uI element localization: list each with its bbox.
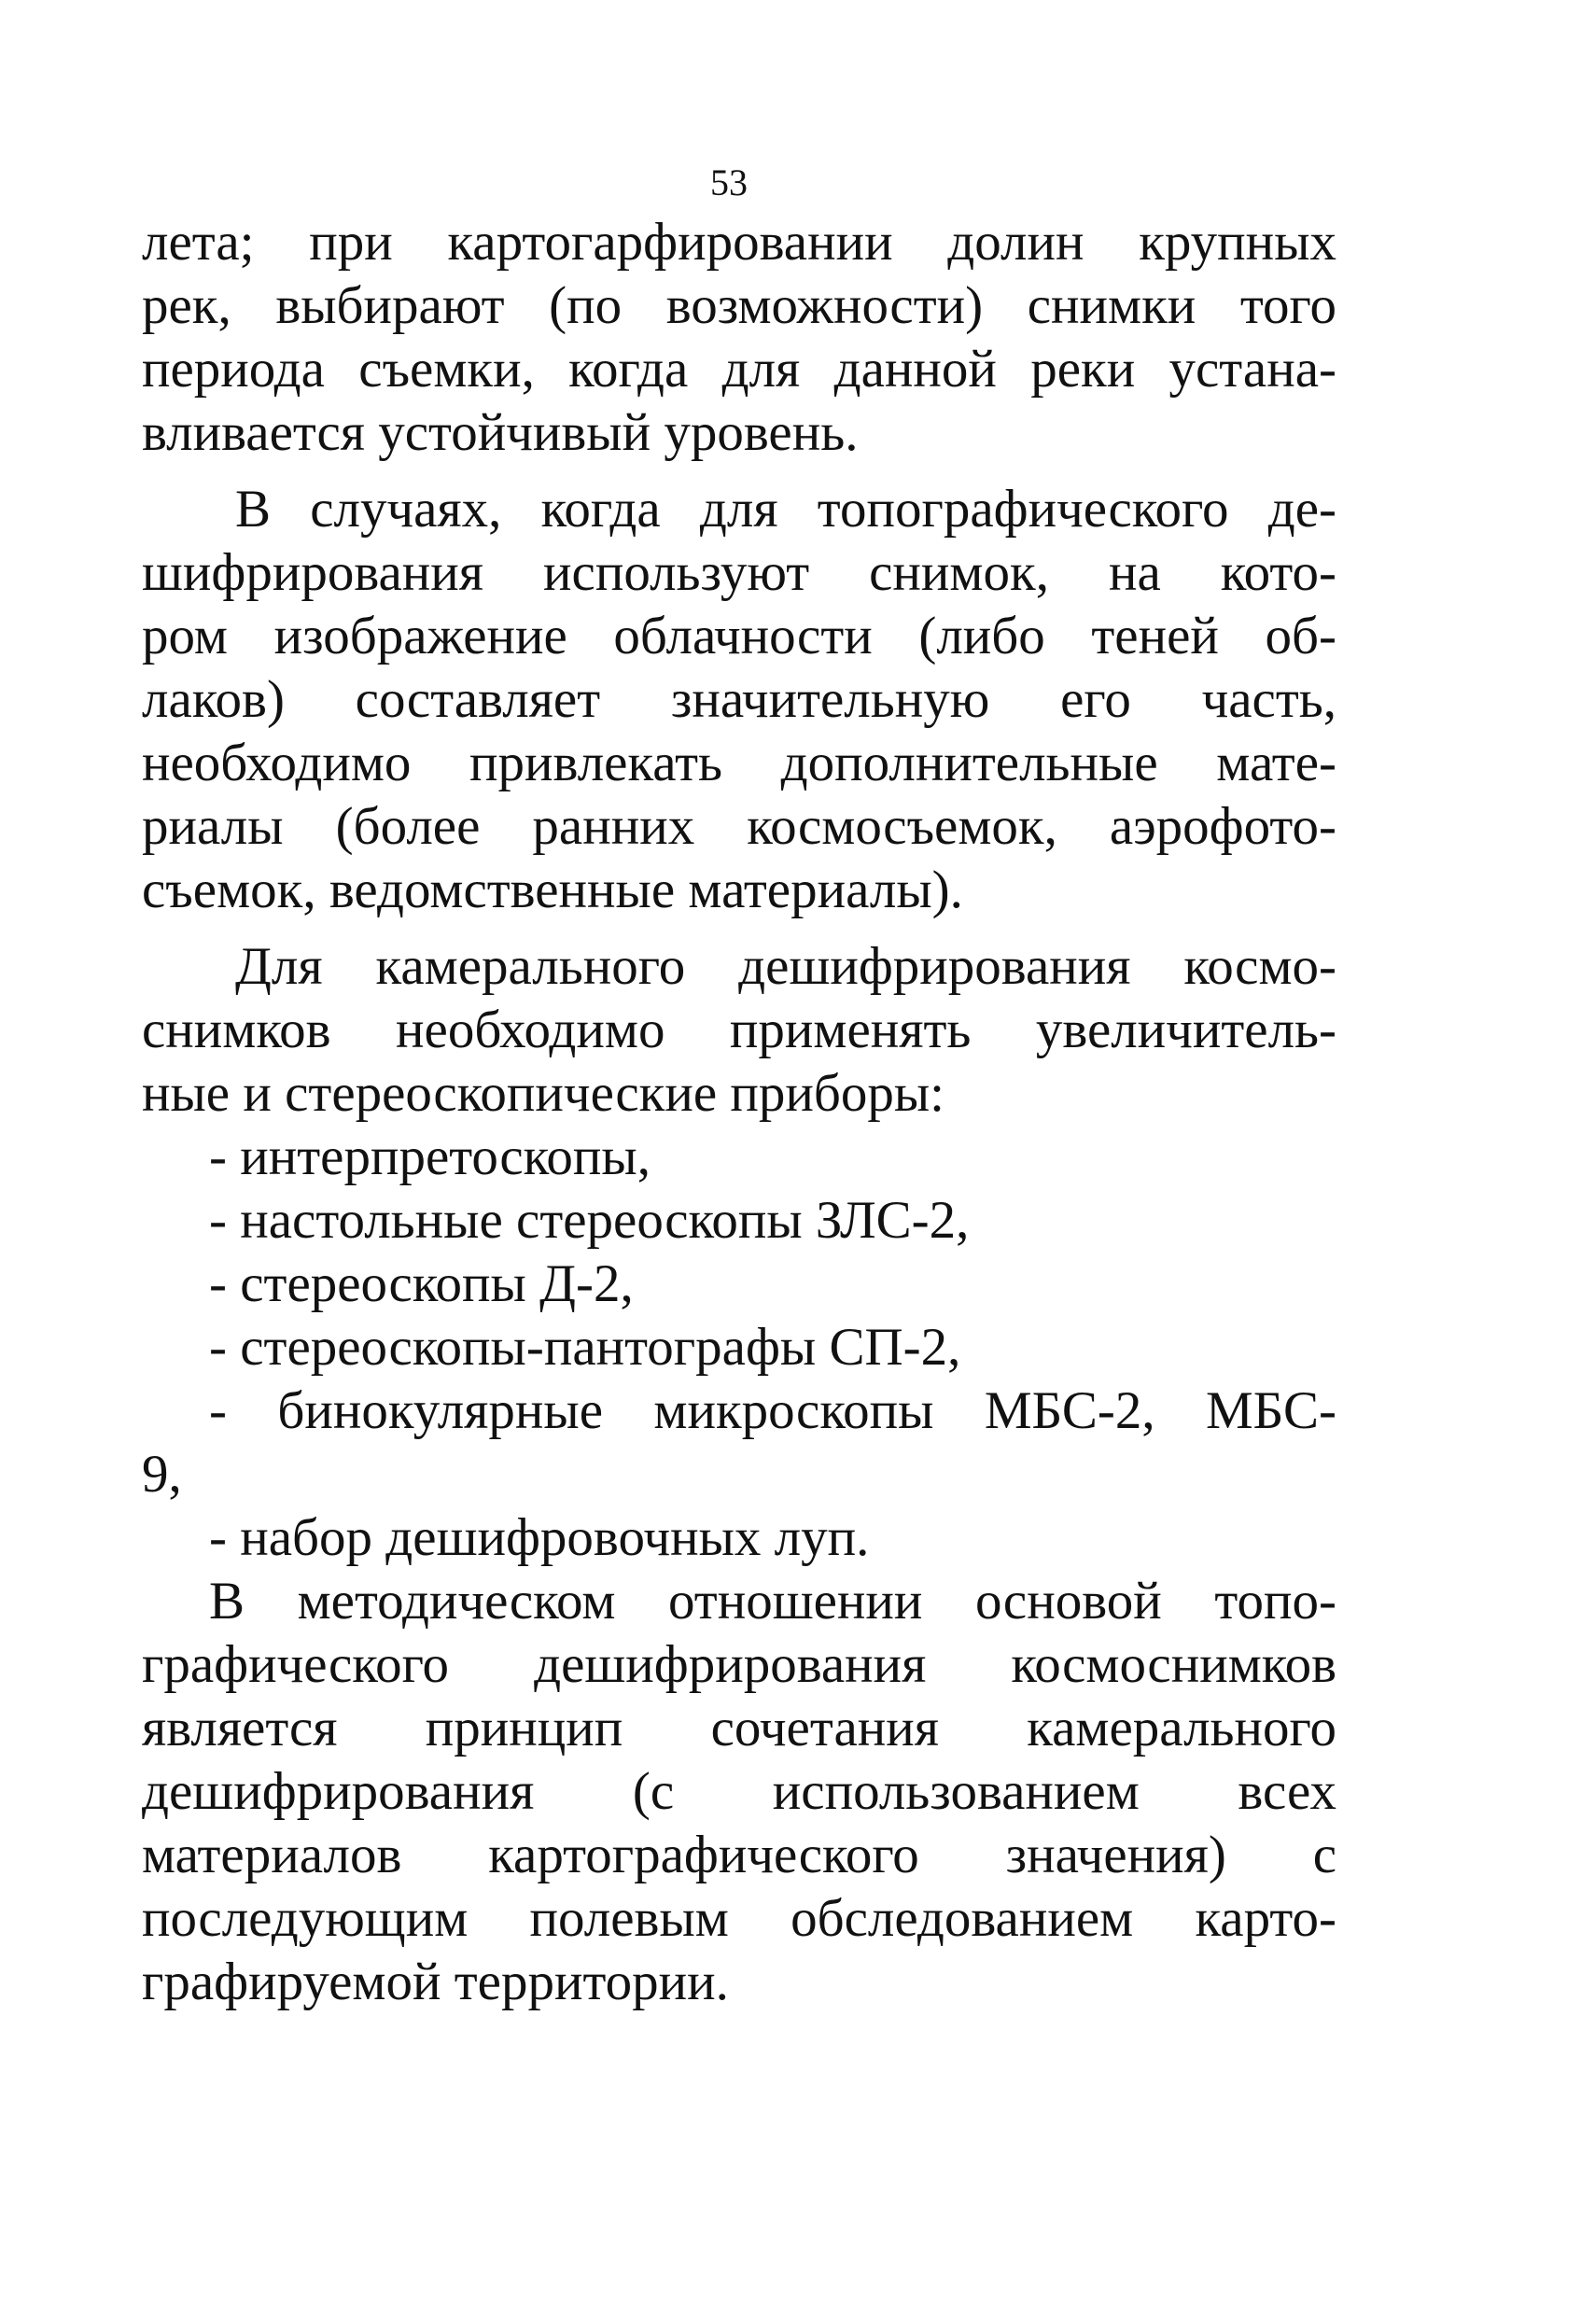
list-item: - стереоскопы-пантографы СП-2, [209, 1318, 961, 1377]
text-line: шифрирования используют снимок, на кото- [142, 543, 1336, 602]
text-line: рек, выбирают (по возможности) снимки того [142, 276, 1336, 335]
text-line: ные и стереоскопические приборы: [142, 1064, 945, 1123]
text-line: графируемой территории. [142, 1953, 729, 2011]
text-line: лета; при картогарфировании долин крупных [142, 213, 1336, 272]
text-line: снимков необходимо применять увеличитель- [142, 1001, 1336, 1059]
text-line: Для камерального дешифрирования космо- [235, 937, 1336, 996]
text-line: лаков) составляет значительную его часть, [142, 670, 1336, 729]
text-line: последующим полевым обследованием карто- [142, 1889, 1336, 1948]
text-line: графического дешифрирования космоснимков [142, 1635, 1336, 1694]
text-line: В случаях, когда для топографического де- [235, 480, 1336, 539]
text-line: 9, [142, 1445, 182, 1504]
list-item: - набор дешифровочных луп. [209, 1508, 870, 1567]
text-line: вливается устойчивый уровень. [142, 403, 859, 462]
text-line: необходимо привлекать дополнительные мате- [142, 734, 1336, 792]
text-line: материалов картографического значения) с [142, 1826, 1336, 1884]
body-text [142, 211, 1336, 2014]
list-item: - бинокулярные микроскопы МБС-2, МБС- [209, 1381, 1336, 1440]
text-line: дешифрирования (с использованием всех [142, 1762, 1336, 1821]
list-item: - интерпретоскопы, [209, 1127, 651, 1186]
list-item: - настольные стереоскопы ЗЛС-2, [209, 1191, 970, 1250]
text-line: В методическом отношении основой топо- [209, 1572, 1336, 1631]
text-line: является принцип сочетания камерального [142, 1699, 1336, 1757]
text-line: риалы (более ранних космосъемок, аэрофото- [142, 797, 1336, 856]
text-line: ром изображение облачности (либо теней об- [142, 607, 1336, 665]
text-line: периода съемки, когда для данной реки устана- [142, 340, 1336, 399]
page-number: 53 [710, 161, 748, 203]
list-item: - стереоскопы Д-2, [209, 1254, 634, 1313]
text-line: съемок, ведомственные материалы). [142, 861, 963, 919]
